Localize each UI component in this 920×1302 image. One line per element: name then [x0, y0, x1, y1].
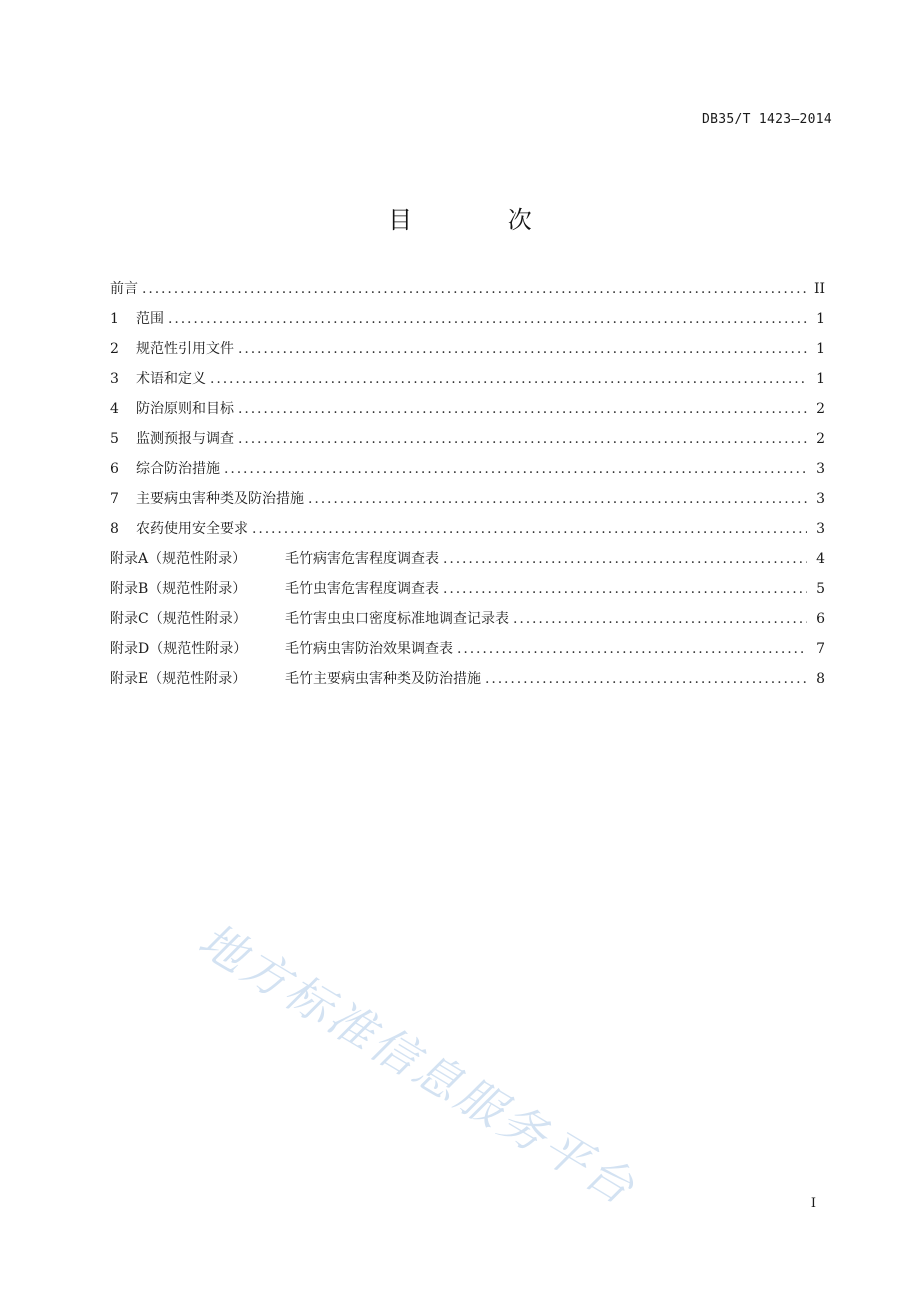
toc-entry-appendix-prefix: 附录C（规范性附录）: [110, 611, 247, 627]
toc-dot-leader: [513, 608, 807, 630]
toc-entry[interactable]: [110, 578, 825, 608]
toc-entry-appendix-prefix: 附录E（规范性附录）: [110, 671, 247, 687]
toc-entry[interactable]: [110, 338, 825, 368]
toc-entry-title: 毛竹病害危害程度调查表: [285, 551, 439, 567]
toc-entry-title: 毛竹虫害危害程度调查表: [285, 581, 439, 597]
toc-entry[interactable]: [110, 488, 825, 518]
toc-entry[interactable]: [110, 608, 825, 638]
toc-entry-page: 3: [816, 461, 825, 477]
toc-entry[interactable]: [110, 458, 825, 488]
toc-entry-number: 2: [110, 341, 119, 357]
page-title: 目 次: [388, 206, 576, 234]
toc-entry-page: 8: [816, 671, 825, 687]
toc-entry-title: 毛竹害虫虫口密度标准地调查记录表: [285, 611, 509, 627]
toc-entry-number: 5: [110, 431, 119, 447]
toc-entry-title: 毛竹主要病虫害种类及防治措施: [285, 671, 481, 687]
toc-entry[interactable]: [110, 638, 825, 668]
toc-entry-label: [110, 548, 439, 570]
toc-entry[interactable]: [110, 398, 825, 428]
toc-entry-title: 术语和定义: [136, 371, 206, 387]
toc-entry-page: 3: [816, 491, 825, 507]
toc-entry-page: 1: [816, 341, 825, 357]
toc-entry-title: 农药使用安全要求: [136, 521, 248, 537]
toc-entry-number: 3: [110, 371, 119, 387]
toc-dot-leader: [168, 308, 807, 330]
toc-dot-leader: [443, 578, 807, 600]
toc-entry-page: 5: [816, 581, 825, 597]
toc-dot-leader: [224, 458, 807, 480]
toc-entry-label: [110, 608, 509, 630]
toc-dot-leader: [457, 638, 807, 660]
toc-entry-title: 范围: [136, 311, 164, 327]
toc-entry-title: 毛竹病虫害防治效果调查表: [285, 641, 453, 657]
toc-entry-label: [110, 398, 234, 420]
toc-entry-label: [110, 578, 439, 600]
toc-entry[interactable]: [110, 308, 825, 338]
toc-entry-page: 3: [816, 521, 825, 537]
toc-entry-appendix-prefix: 附录D（规范性附录）: [110, 641, 248, 657]
toc-entry-number: 8: [110, 521, 119, 537]
toc-entry-appendix-prefix: 附录B（规范性附录）: [110, 581, 247, 597]
table-of-contents: [110, 278, 825, 698]
toc-entry-title: 规范性引用文件: [136, 341, 234, 357]
toc-entry-number: 4: [110, 401, 119, 417]
toc-entry-title: 主要病虫害种类及防治措施: [136, 491, 304, 507]
toc-entry-label: [110, 488, 304, 510]
toc-dot-leader: [238, 428, 807, 450]
toc-dot-leader: [485, 668, 807, 690]
toc-entry[interactable]: [110, 428, 825, 458]
toc-entry-page: 6: [816, 611, 825, 627]
toc-entry-title: 前言: [110, 281, 138, 297]
toc-dot-leader: [252, 518, 807, 540]
watermark: 地方标准信息服务平台: [189, 912, 646, 1217]
toc-entry[interactable]: [110, 518, 825, 548]
toc-entry-number: 6: [110, 461, 119, 477]
toc-entry-label: [110, 458, 220, 480]
toc-entry-label: [110, 308, 164, 330]
toc-entry-page: 1: [816, 371, 825, 387]
toc-entry[interactable]: [110, 548, 825, 578]
toc-entry[interactable]: [110, 278, 825, 308]
toc-entry-title: 监测预报与调查: [136, 431, 234, 447]
toc-dot-leader: [308, 488, 807, 510]
toc-entry-label: [110, 638, 453, 660]
toc-entry-title: 综合防治措施: [136, 461, 220, 477]
toc-entry-label: [110, 668, 481, 690]
page-number: I: [810, 1196, 816, 1211]
toc-entry-number: 7: [110, 491, 119, 507]
toc-entry-page: 7: [816, 641, 825, 657]
toc-dot-leader: [142, 278, 807, 300]
toc-entry-page: 2: [816, 401, 825, 417]
toc-entry-page: 4: [816, 551, 825, 567]
toc-dot-leader: [443, 548, 807, 570]
toc-entry-appendix-prefix: 附录A（规范性附录）: [110, 551, 247, 567]
toc-entry-page: 2: [816, 431, 825, 447]
toc-entry[interactable]: [110, 668, 825, 698]
toc-dot-leader: [238, 338, 807, 360]
toc-dot-leader: [210, 368, 807, 390]
toc-entry-label: [110, 518, 248, 540]
toc-dot-leader: [238, 398, 807, 420]
toc-entry-label: [110, 368, 206, 390]
toc-entry-label: [110, 338, 234, 360]
toc-entry-title: 防治原则和目标: [136, 401, 234, 417]
toc-entry-label: [110, 428, 234, 450]
toc-entry-page: II: [813, 281, 825, 297]
toc-entry-page: 1: [816, 311, 825, 327]
document-code: DB35/T 1423—2014: [701, 112, 832, 127]
toc-entry-number: 1: [110, 311, 119, 327]
toc-entry[interactable]: [110, 368, 825, 398]
toc-entry-label: [110, 278, 138, 300]
